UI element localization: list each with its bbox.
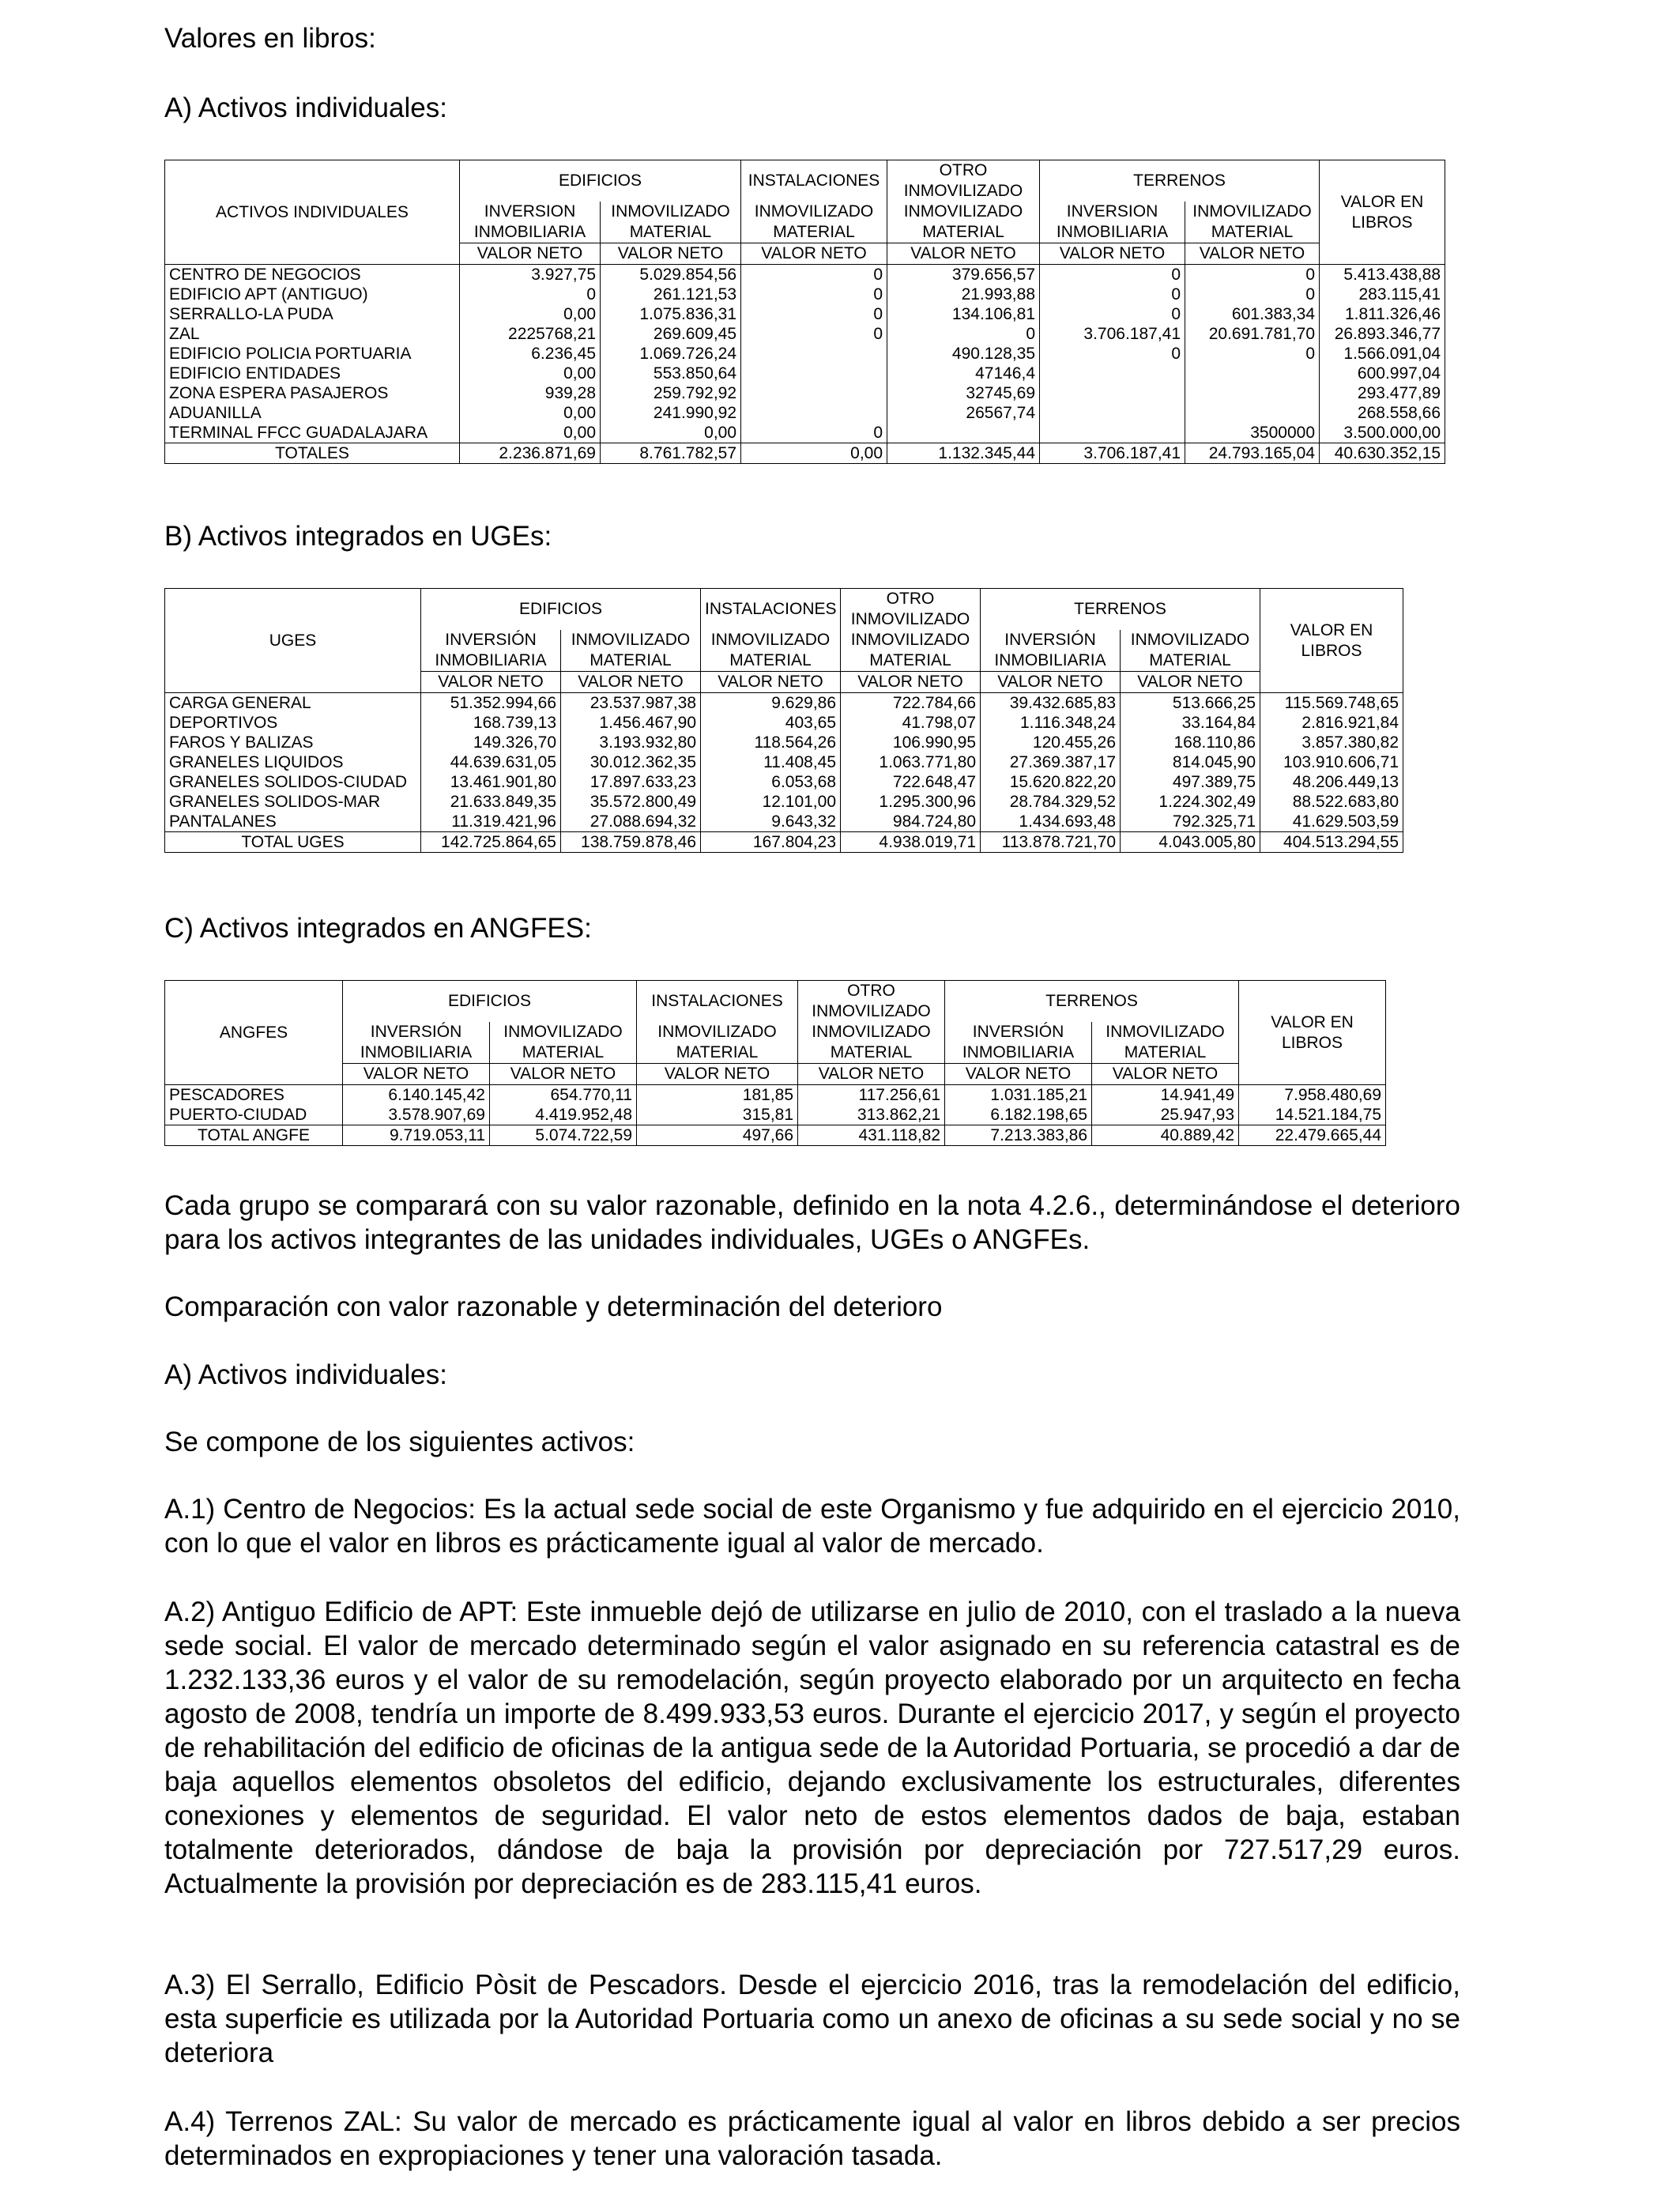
cell-value: 0 [1185,344,1320,364]
cell-value: 814.045,90 [1121,752,1260,772]
valor-neto-header: VALOR NETO [981,672,1121,693]
subcol-header: INMOVILIZADO MATERIAL [561,630,701,672]
total-value: 22.479.665,44 [1239,1125,1386,1146]
cell-value: 118.564,26 [701,733,841,752]
cell-value: 293.477,89 [1320,383,1445,403]
table-row [165,364,1445,383]
total-value: 40.889,42 [1092,1125,1239,1146]
cell-value: 269.609,45 [601,324,741,344]
cell-value: 1.075.836,31 [601,304,741,324]
cell-value: 1.031.185,21 [945,1085,1092,1106]
cell-value [1185,403,1320,423]
table-angfes [164,980,1386,1146]
cell-value: 600.997,04 [1320,364,1445,383]
cell-value: 2225768,21 [460,324,601,344]
subcol-header: INVERSIÓN INMOBILIARIA [945,1022,1092,1064]
table-row [165,403,1445,423]
cell-value: 27.088.694,32 [561,812,701,832]
cell-value: 792.325,71 [1121,812,1260,832]
valor-neto-header: VALOR NETO [1185,243,1320,265]
corner-label: UGES [165,589,421,693]
cell-value: 722.784,66 [841,693,981,714]
cell-value: 21.633.849,35 [421,792,561,812]
cell-value: 0,00 [460,364,601,383]
cell-value [1040,403,1185,423]
cell-value: 20.691.781,70 [1185,324,1320,344]
row-label: TERMINAL FFCC GUADALAJARA [165,423,460,443]
group-header: TERRENOS [981,589,1260,631]
cell-value: 1.456.467,90 [561,713,701,733]
valor-neto-header: VALOR NETO [887,243,1040,265]
header-row-valor-neto [165,1064,1386,1085]
cell-value: 0,00 [601,423,741,443]
cell-value: 32745,69 [887,383,1040,403]
cell-value: 25.947,93 [1092,1105,1239,1125]
row-label: CARGA GENERAL [165,693,421,714]
cell-value: 14.941,49 [1092,1085,1239,1106]
subcol-header: INVERSION INMOBILIARIA [460,202,601,243]
total-label: TOTAL UGES [165,832,421,853]
paragraph-intro: Cada grupo se comparará con su valor razonable, definido en la nota 4.2.6., determinándose el deterioro para los activos integrantes de las unidades individuales, UGEs o ANGFEs. [164,1190,1460,1255]
total-row [165,1125,1386,1146]
cell-value: 35.572.800,49 [561,792,701,812]
cell-value: 41.629.503,59 [1260,812,1403,832]
total-row [165,443,1445,464]
cell-value: 722.648,47 [841,772,981,792]
cell-value: 379.656,57 [887,265,1040,285]
cell-value: 27.369.387,17 [981,752,1121,772]
total-label: TOTAL ANGFE [165,1125,343,1146]
cell-value: 261.121,53 [601,285,741,304]
group-header: TERRENOS [1040,160,1320,202]
cell-value: 149.326,70 [421,733,561,752]
cell-value: 0 [741,265,887,285]
valor-en-libros-header: VALOR EN LIBROS [1320,160,1445,265]
cell-value: 21.993,88 [887,285,1040,304]
header-row-subcols [165,1022,1386,1064]
paragraph-a1: A.1) Centro de Negocios: Es la actual sede social de este Organismo y fue adquirido en el ejercicio 2010, con lo que el valor en libros es prácticamente igual al valor de mercado. [164,1494,1460,1559]
subcol-header: INMOVILIZADO MATERIAL [798,1022,945,1064]
valor-neto-header: VALOR NETO [601,243,741,265]
table-row [165,812,1403,832]
group-header: OTRO INMOVILIZADO [841,589,981,631]
cell-value: 1.434.693,48 [981,812,1121,832]
cell-value: 0 [887,324,1040,344]
row-label: PUERTO-CIUDAD [165,1105,343,1125]
cell-value: 48.206.449,13 [1260,772,1403,792]
total-value: 4.938.019,71 [841,832,981,853]
valor-neto-header: VALOR NETO [1121,672,1260,693]
total-value: 9.719.053,11 [343,1125,490,1146]
valor-neto-header: VALOR NETO [945,1064,1092,1085]
total-value: 7.213.383,86 [945,1125,1092,1146]
cell-value [1185,383,1320,403]
cell-value: 0 [741,285,887,304]
paragraph-comparacion: Comparación con valor razonable y determinación del deterioro [164,1291,943,1322]
paragraph-a3: A.3) El Serrallo, Edificio Pòsit de Pescadors. Desde el ejercicio 2016, tras la remodelación del edificio, esta superficie es utilizada por la Autoridad Portuaria como un anexo de oficinas a su sede social y no se deteriora [164,1970,1460,2068]
cell-value: 11.408,45 [701,752,841,772]
group-header: EDIFICIOS [343,981,637,1023]
valor-neto-header: VALOR NETO [561,672,701,693]
total-value: 5.074.722,59 [490,1125,637,1146]
total-value: 404.513.294,55 [1260,832,1403,853]
cell-value: 0 [741,324,887,344]
table-row [165,792,1403,812]
total-value: 167.804,23 [701,832,841,853]
valor-neto-header: VALOR NETO [421,672,561,693]
cell-value: 6.236,45 [460,344,601,364]
cell-value: 3500000 [1185,423,1320,443]
cell-value: 3.706.187,41 [1040,324,1185,344]
cell-value: 313.862,21 [798,1105,945,1125]
cell-value: 0 [1040,344,1185,364]
table-row [165,1085,1386,1106]
cell-value: 3.927,75 [460,265,601,285]
table-row [165,324,1445,344]
section-b-title: B) Activos integrados en UGEs: [164,521,552,552]
total-value: 40.630.352,15 [1320,443,1445,464]
section-a-title: A) Activos individuales: [164,92,447,123]
subcol-header: INMOVILIZADO MATERIAL [601,202,741,243]
cell-value: 41.798,07 [841,713,981,733]
group-header: INSTALACIONES [637,981,798,1023]
cell-value: 0 [741,304,887,324]
cell-value [741,383,887,403]
cell-value [1040,383,1185,403]
cell-value: 168.739,13 [421,713,561,733]
corner-label: ACTIVOS INDIVIDUALES [165,160,460,265]
total-value: 497,66 [637,1125,798,1146]
total-value: 138.759.878,46 [561,832,701,853]
valor-neto-header: VALOR NETO [741,243,887,265]
cell-value: 39.432.685,83 [981,693,1121,714]
valor-neto-header: VALOR NETO [798,1064,945,1085]
paragraph-activos-individuales: A) Activos individuales: [164,1359,447,1390]
cell-value: 0 [741,423,887,443]
cell-value: 1.069.726,24 [601,344,741,364]
table-row [165,344,1445,364]
group-header: INSTALACIONES [741,160,887,202]
row-label: GRANELES SOLIDOS-CIUDAD [165,772,421,792]
cell-value: 0,00 [460,423,601,443]
cell-value: 490.128,35 [887,344,1040,364]
group-header: OTRO INMOVILIZADO [887,160,1040,202]
table-activos-individuales [164,160,1445,464]
cell-value: 15.620.822,20 [981,772,1121,792]
cell-value: 4.419.952,48 [490,1105,637,1125]
corner-label: ANGFES [165,981,343,1085]
cell-value: 44.639.631,05 [421,752,561,772]
cell-value: 3.857.380,82 [1260,733,1403,752]
cell-value: 7.958.480,69 [1239,1085,1386,1106]
cell-value: 0 [1185,265,1320,285]
subcol-header: INMOVILIZADO MATERIAL [841,630,981,672]
cell-value: 88.522.683,80 [1260,792,1403,812]
cell-value: 9.643,32 [701,812,841,832]
cell-value: 6.140.145,42 [343,1085,490,1106]
cell-value: 6.182.198,65 [945,1105,1092,1125]
total-value: 3.706.187,41 [1040,443,1185,464]
cell-value: 51.352.994,66 [421,693,561,714]
total-value: 431.118,82 [798,1125,945,1146]
cell-value: 9.629,86 [701,693,841,714]
cell-value: 403,65 [701,713,841,733]
subcol-header: INMOVILIZADO MATERIAL [741,202,887,243]
cell-value: 3.578.907,69 [343,1105,490,1125]
cell-value: 30.012.362,35 [561,752,701,772]
header-row-groups [165,589,1403,631]
cell-value: 47146,4 [887,364,1040,383]
cell-value: 181,85 [637,1085,798,1106]
total-row [165,832,1403,853]
subcol-header: INMOVILIZADO MATERIAL [887,202,1040,243]
valor-neto-header: VALOR NETO [1040,243,1185,265]
cell-value: 1.116.348,24 [981,713,1121,733]
row-label: GRANELES SOLIDOS-MAR [165,792,421,812]
cell-value: 115.569.748,65 [1260,693,1403,714]
cell-value: 553.850,64 [601,364,741,383]
subcol-header: INMOVILIZADO MATERIAL [701,630,841,672]
table-uges [164,588,1403,853]
paragraph-a2: A.2) Antiguo Edificio de APT: Este inmueble dejó de utilizarse en julio de 2010, con el traslado a la nueva sede social. El valor de mercado determinado según el valor asignado en su referencia catastral es de 1.232.133,36 euros y el valor de su remodelación, según proyecto elaborado por un arquitecto en fecha agosto de 2008, tendría un importe de 8.499.933,53 euros. Durante el ejercicio 2017, y según el proyecto de rehabilitación del edificio de oficinas de la antigua sede de la Autoridad Portuaria, se procedió a dar de baja aquellos elementos obsoletos del edificio, dejando exclusivamente los estructurales, diferentes conexiones y elementos de seguridad. El valor neto de estos elementos dados de baja, estaban totalmente deteriorados, dándose de baja la provisión por depreciación por 727.517,29 euros. Actualmente la provisión por depreciación es de 283.115,41 euros. [164,1596,1460,1899]
cell-value: 0 [1185,285,1320,304]
group-header: OTRO INMOVILIZADO [798,981,945,1023]
heading-valores-en-libros: Valores en libros: [164,23,376,54]
cell-value [741,403,887,423]
row-label: ADUANILLA [165,403,460,423]
cell-value: 14.521.184,75 [1239,1105,1386,1125]
row-label: PESCADORES [165,1085,343,1106]
cell-value: 654.770,11 [490,1085,637,1106]
table-row [165,265,1445,285]
cell-value: 3.500.000,00 [1320,423,1445,443]
total-value: 0,00 [741,443,887,464]
cell-value: 259.792,92 [601,383,741,403]
row-label: GRANELES LIQUIDOS [165,752,421,772]
row-label: CENTRO DE NEGOCIOS [165,265,460,285]
group-header: EDIFICIOS [421,589,701,631]
subcol-header: INVERSIÓN INMOBILIARIA [981,630,1121,672]
cell-value [1040,423,1185,443]
cell-value: 5.413.438,88 [1320,265,1445,285]
total-value: 113.878.721,70 [981,832,1121,853]
cell-value: 5.029.854,56 [601,265,741,285]
table-row [165,285,1445,304]
cell-value [1040,364,1185,383]
cell-value: 0 [1040,265,1185,285]
table-row [165,733,1403,752]
cell-value: 0 [460,285,601,304]
valor-en-libros-header: VALOR EN LIBROS [1239,981,1386,1085]
table-row [165,752,1403,772]
cell-value: 1.811.326,46 [1320,304,1445,324]
table-row [165,304,1445,324]
table-row [165,693,1403,714]
cell-value: 28.784.329,52 [981,792,1121,812]
cell-value: 26.893.346,77 [1320,324,1445,344]
subcol-header: INMOVILIZADO MATERIAL [490,1022,637,1064]
cell-value: 120.455,26 [981,733,1121,752]
cell-value: 283.115,41 [1320,285,1445,304]
cell-value [1185,364,1320,383]
cell-value: 315,81 [637,1105,798,1125]
row-label: EDIFICIO POLICIA PORTUARIA [165,344,460,364]
cell-value: 0 [1040,304,1185,324]
header-row-groups [165,160,1445,202]
section-c-title: C) Activos integrados en ANGFES: [164,913,592,944]
row-label: FAROS Y BALIZAS [165,733,421,752]
total-label: TOTALES [165,443,460,464]
cell-value: 17.897.633,23 [561,772,701,792]
cell-value [741,364,887,383]
total-value: 1.132.345,44 [887,443,1040,464]
total-value: 24.793.165,04 [1185,443,1320,464]
subcol-header: INMOVILIZADO MATERIAL [1121,630,1260,672]
cell-value [741,344,887,364]
valor-neto-header: VALOR NETO [701,672,841,693]
valor-neto-header: VALOR NETO [637,1064,798,1085]
cell-value: 0,00 [460,403,601,423]
cell-value: 513.666,25 [1121,693,1260,714]
subcol-header: INMOVILIZADO MATERIAL [637,1022,798,1064]
cell-value: 168.110,86 [1121,733,1260,752]
total-value: 4.043.005,80 [1121,832,1260,853]
paragraph-se-compone: Se compone de los siguientes activos: [164,1427,635,1457]
paragraph-a4: A.4) Terrenos ZAL: Su valor de mercado es prácticamente igual al valor en libros debido a ser precios determinados en expropiaciones y tener una valoración tasada. [164,2106,1460,2171]
valor-en-libros-header: VALOR EN LIBROS [1260,589,1403,693]
total-value: 142.725.864,65 [421,832,561,853]
group-header: INSTALACIONES [701,589,841,631]
cell-value: 0,00 [460,304,601,324]
table-row [165,713,1403,733]
cell-value: 2.816.921,84 [1260,713,1403,733]
group-header: TERRENOS [945,981,1239,1023]
cell-value: 497.389,75 [1121,772,1260,792]
cell-value: 1.063.771,80 [841,752,981,772]
cell-value: 0 [1040,285,1185,304]
valor-neto-header: VALOR NETO [490,1064,637,1085]
row-label: SERRALLO-LA PUDA [165,304,460,324]
cell-value [887,423,1040,443]
table-row [165,1105,1386,1125]
row-label: EDIFICIO APT (ANTIGUO) [165,285,460,304]
table-row [165,383,1445,403]
row-label: ZONA ESPERA PASAJEROS [165,383,460,403]
cell-value: 11.319.421,96 [421,812,561,832]
cell-value: 268.558,66 [1320,403,1445,423]
cell-value: 12.101,00 [701,792,841,812]
cell-value: 33.164,84 [1121,713,1260,733]
cell-value: 939,28 [460,383,601,403]
row-label: DEPORTIVOS [165,713,421,733]
table-row [165,772,1403,792]
cell-value: 23.537.987,38 [561,693,701,714]
cell-value: 103.910.606,71 [1260,752,1403,772]
subcol-header: INMOVILIZADO MATERIAL [1092,1022,1239,1064]
subcol-header: INVERSION INMOBILIARIA [1040,202,1185,243]
cell-value: 241.990,92 [601,403,741,423]
cell-value: 134.106,81 [887,304,1040,324]
row-label: EDIFICIO ENTIDADES [165,364,460,383]
subcol-header: INMOVILIZADO MATERIAL [1185,202,1320,243]
valor-neto-header: VALOR NETO [1092,1064,1239,1085]
cell-value: 26567,74 [887,403,1040,423]
total-value: 8.761.782,57 [601,443,741,464]
header-row-groups [165,981,1386,1023]
row-label: PANTALANES [165,812,421,832]
cell-value: 1.224.302,49 [1121,792,1260,812]
cell-value: 1.295.300,96 [841,792,981,812]
subcol-header: INVERSIÓN INMOBILIARIA [421,630,561,672]
cell-value: 3.193.932,80 [561,733,701,752]
cell-value: 6.053,68 [701,772,841,792]
cell-value: 13.461.901,80 [421,772,561,792]
valor-neto-header: VALOR NETO [460,243,601,265]
cell-value: 117.256,61 [798,1085,945,1106]
total-value: 2.236.871,69 [460,443,601,464]
valor-neto-header: VALOR NETO [343,1064,490,1085]
table-row [165,423,1445,443]
valor-neto-header: VALOR NETO [841,672,981,693]
group-header: EDIFICIOS [460,160,741,202]
cell-value: 1.566.091,04 [1320,344,1445,364]
row-label: ZAL [165,324,460,344]
cell-value: 601.383,34 [1185,304,1320,324]
subcol-header: INVERSIÓN INMOBILIARIA [343,1022,490,1064]
cell-value: 106.990,95 [841,733,981,752]
cell-value: 984.724,80 [841,812,981,832]
